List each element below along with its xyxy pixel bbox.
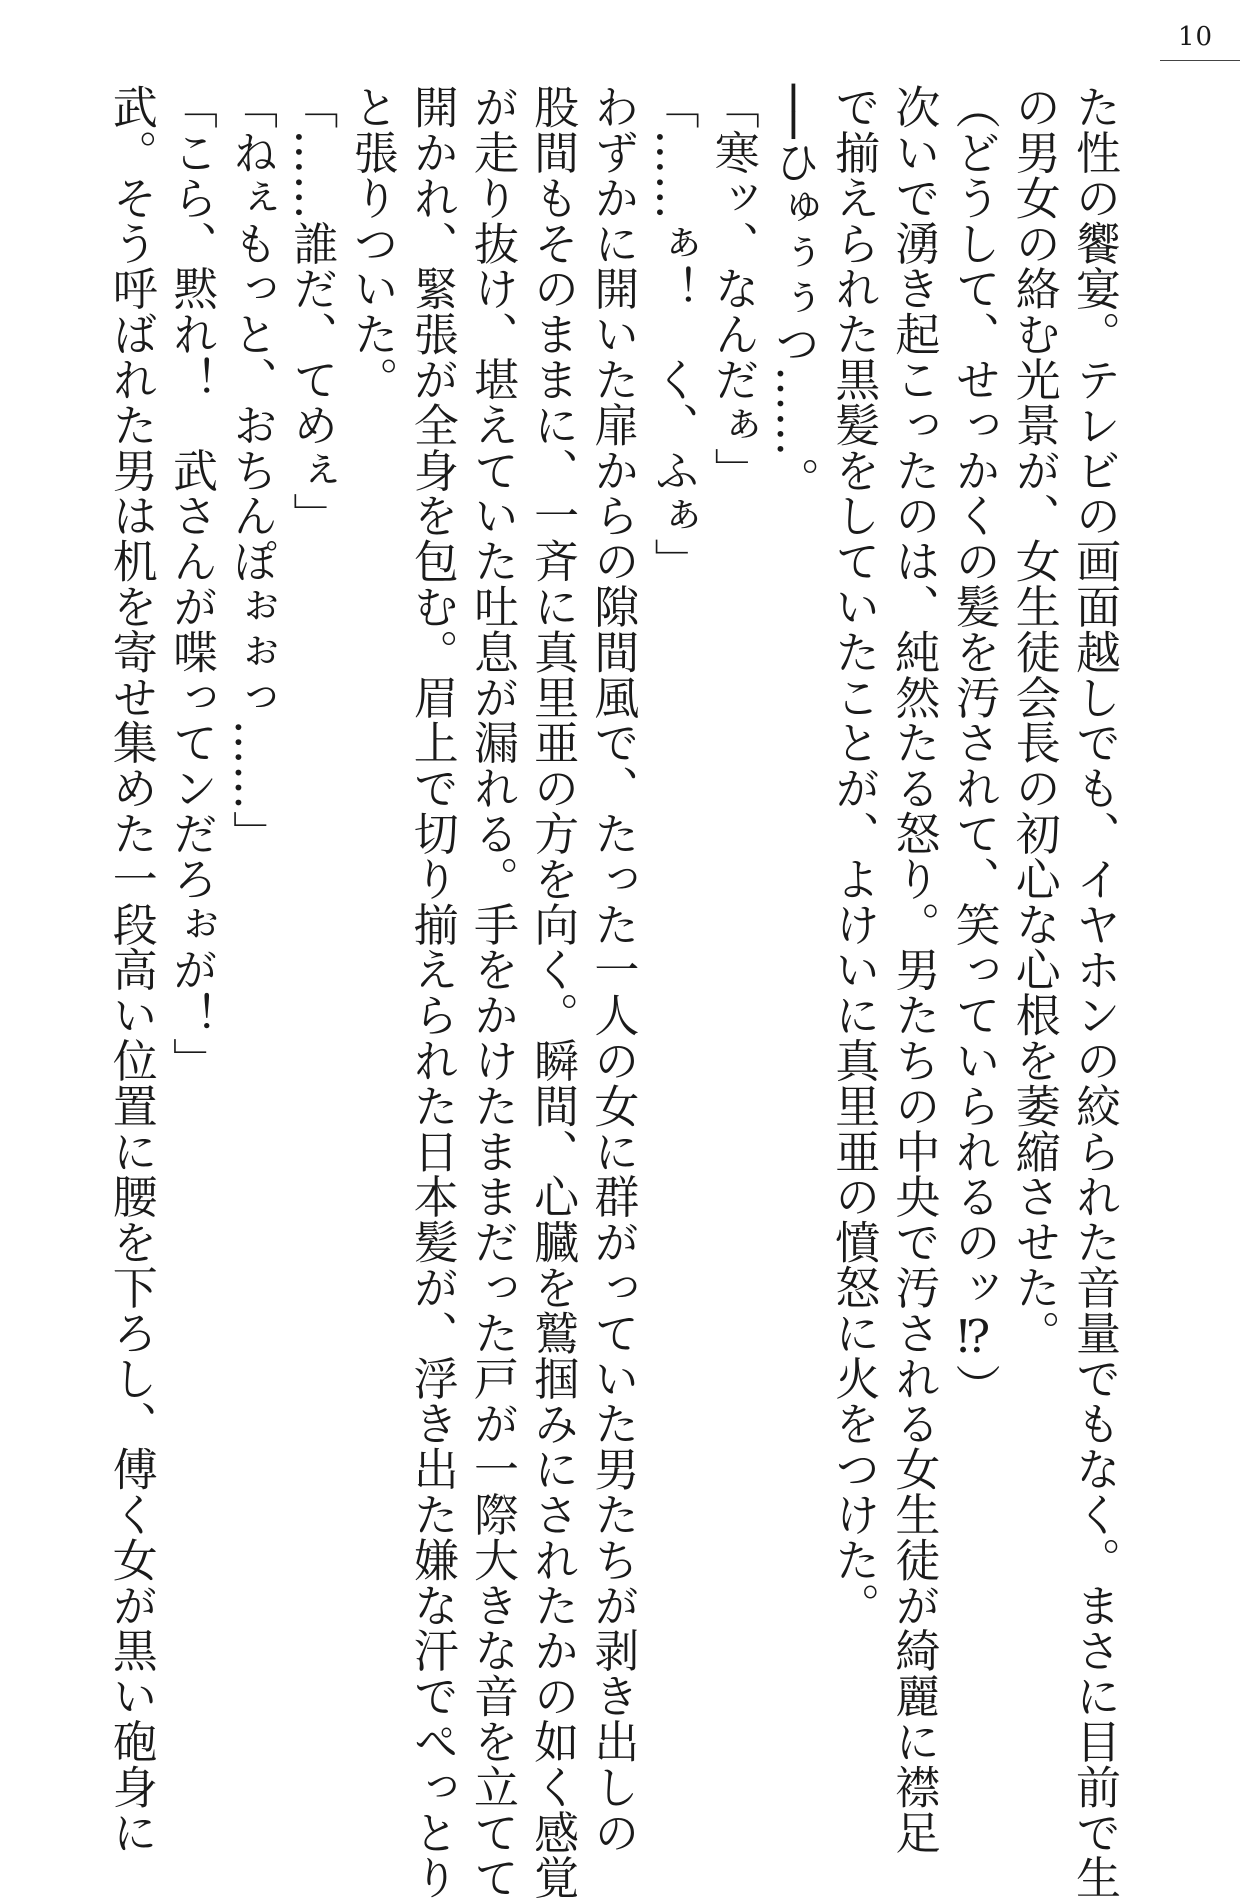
page-number-rule <box>1160 60 1240 61</box>
body-text <box>104 84 1124 1900</box>
text-line: 股間もそのままに、一斉に真里亜の方を向く。瞬間、心臓を鷲掴みにされたかの如く感覚 <box>526 84 580 1900</box>
text-line: 「……ぁ！ く、ふぁ」 <box>646 84 700 584</box>
text-line: が走り抜け、堪えていた吐息が漏れる。手をかけたままだった戸が一際大きな音を立てて <box>465 84 519 1900</box>
text-line: と張りついた。 <box>345 84 399 402</box>
text-line: の男女の絡む光景が、女生徒会長の初心な心根を萎縮させた。 <box>1007 84 1061 1356</box>
text-line: ──ひゅぅぅつ……。 <box>766 84 820 503</box>
text-line: （どうして、せっかくの髪を汚されて、笑っていられるのッ⁉） <box>947 84 1001 1409</box>
text-line: 「寒ッ、なんだぁ」 <box>706 84 760 493</box>
text-line: 「……誰だ、てめぇ」 <box>285 84 339 538</box>
page-number: 10 <box>1178 22 1214 52</box>
text-line: 「ねぇもっと、おちんぽぉぉっ……」 <box>225 84 279 856</box>
text-line: 「こら、黙れ！ 武さんが喋ってンだろぉが！」 <box>164 84 218 1083</box>
text-line: 開かれ、緊張が全身を包む。眉上で切り揃えられた日本髪が、浮き出た嫌な汗でぺっとり <box>405 84 459 1900</box>
text-line: 次いで湧き起こったのは、純然たる怒り。男たちの中央で汚される女生徒が綺麗に襟足 <box>887 84 941 1855</box>
text-line: た性の饗宴。テレビの画面越しでも、イヤホンの絞られた音量でもなく。まさに目前で生 <box>1068 84 1121 1900</box>
text-line: 武。そう呼ばれた男は机を寄せ集めた一段高い位置に腰を下ろし、傅く女が黒い砲身に <box>104 84 158 1855</box>
text-line: わずかに開いた扉からの隙間風で、たった一人の女に群がっていた男たちが剥き出しの <box>586 84 640 1855</box>
text-line: で揃えられた黒髪をしていたことが、よけいに真里亜の憤怒に火をつけた。 <box>827 84 881 1628</box>
